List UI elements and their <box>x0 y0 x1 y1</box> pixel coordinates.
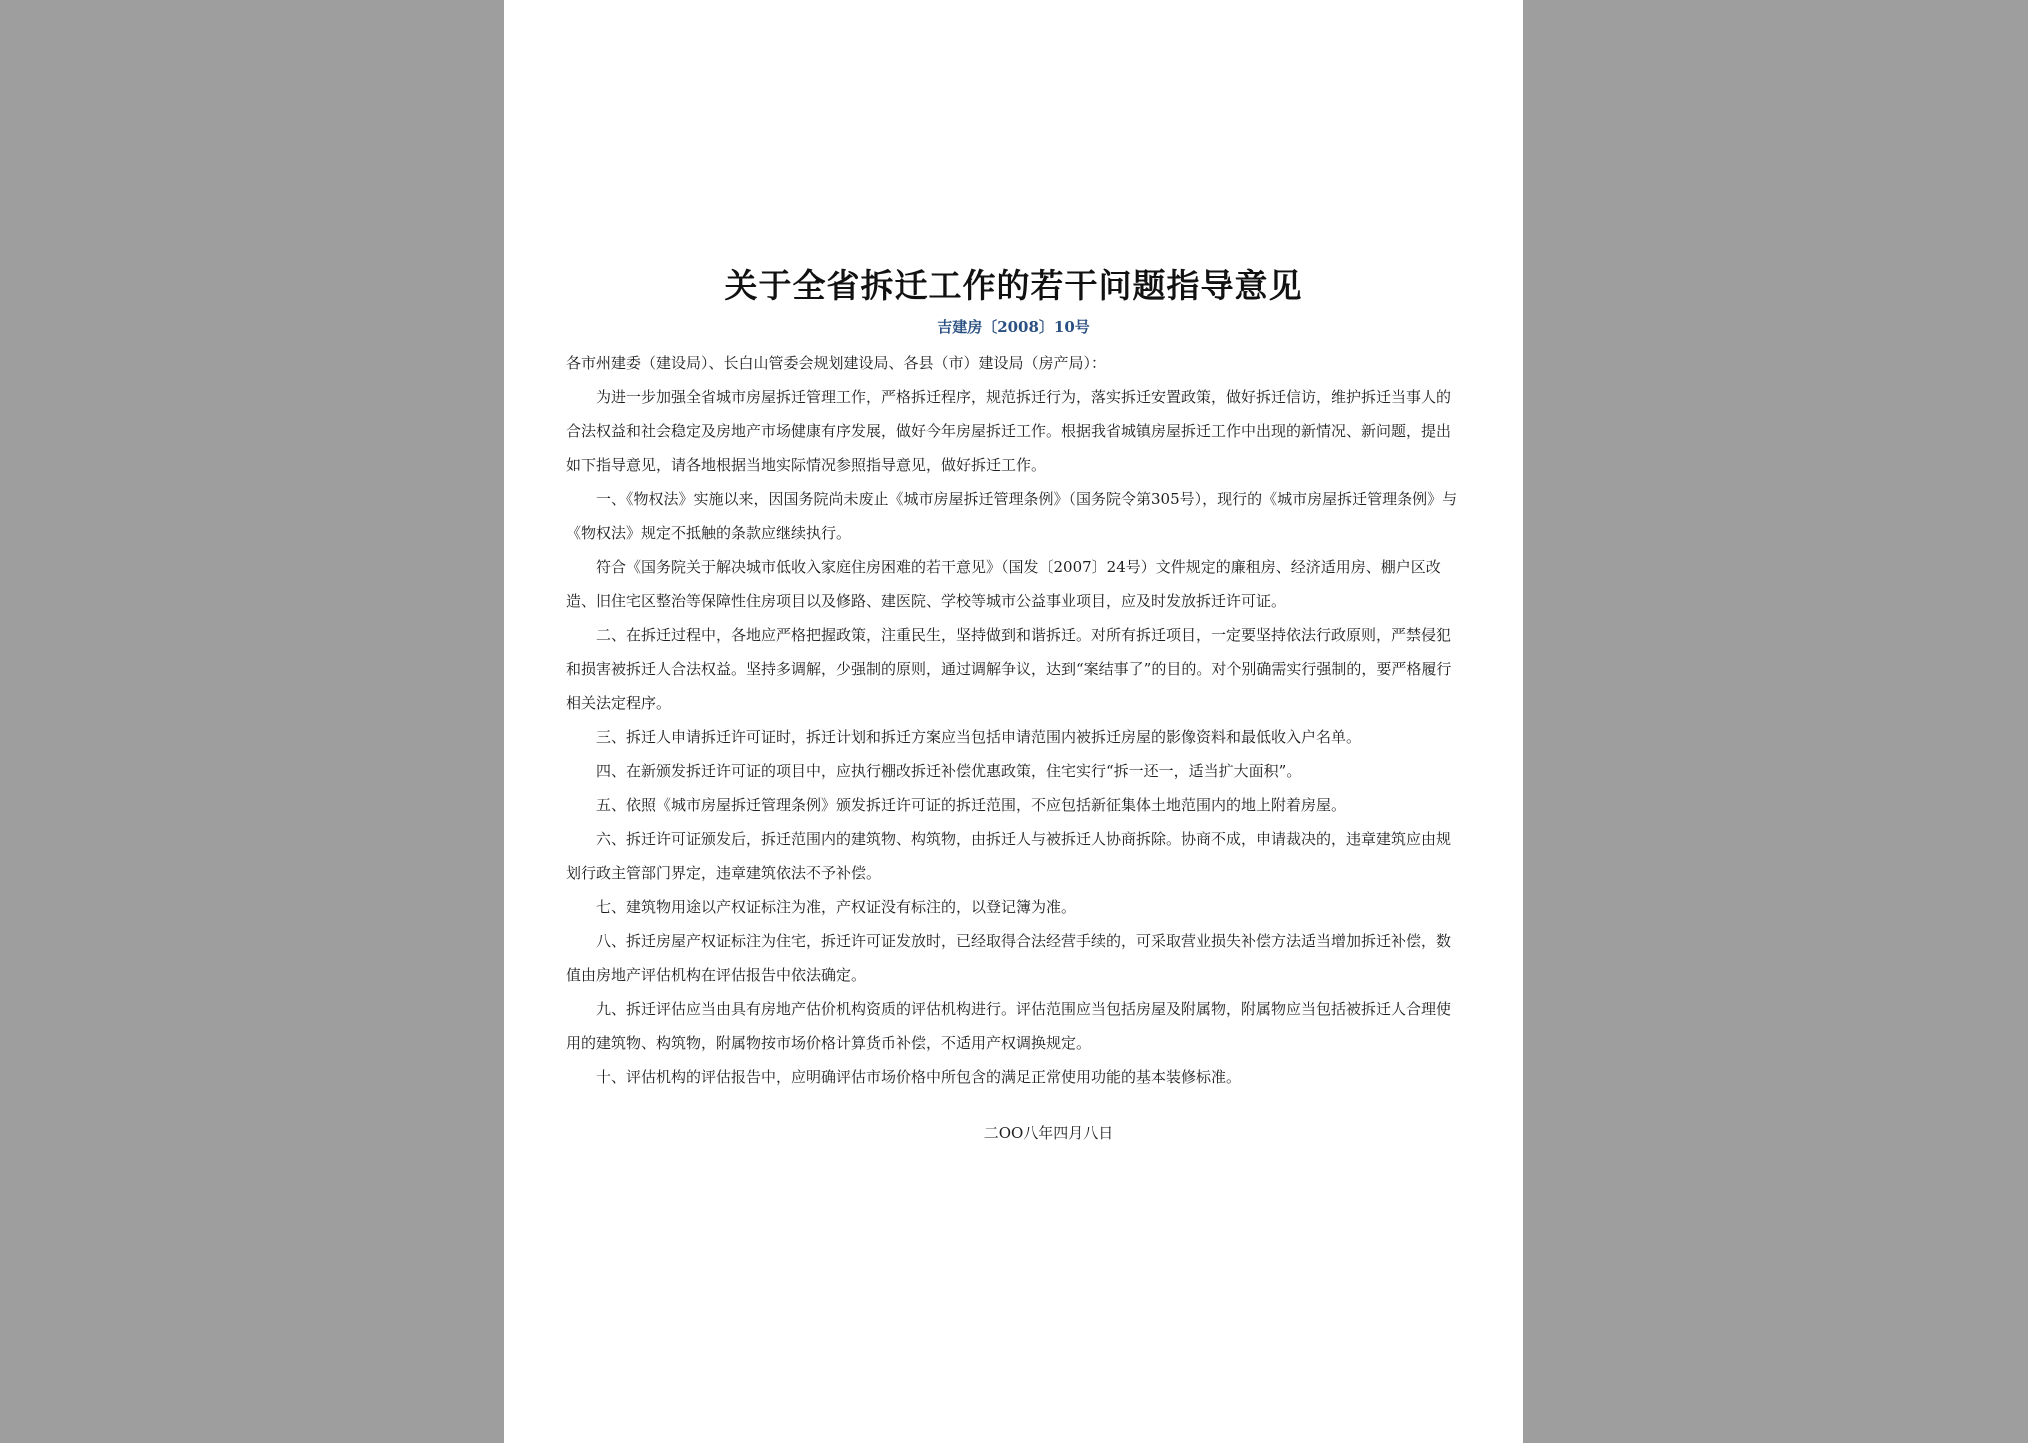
document-date: 二OO八年四月八日 <box>983 1124 1114 1142</box>
document-body <box>566 346 1461 1094</box>
document-page <box>504 0 1523 1443</box>
salutation: 各市州建委（建设局）、长白山管委会规划建设局、各县（市）建设局（房产局）： <box>566 354 1107 372</box>
paragraph-item-6: 六、拆迁许可证颁发后，拆迁范围内的建筑物、构筑物，由拆迁人与被拆迁人协商拆除。协商不成，申请裁决的，违章建筑应由规划行政主管部门界定，违章建筑依法不予补偿。 <box>566 830 1452 882</box>
paragraph-item-3: 三、拆迁人申请拆迁许可证时，拆迁计划和拆迁方案应当包括申请范围内被拆迁房屋的影像资料和最低收入户名单。 <box>596 728 1362 746</box>
document-title: 关于全省拆迁工作的若干问题指导意见 <box>724 266 1303 305</box>
paragraph-item-10: 十、评估机构的评估报告中，应明确评估市场价格中所包含的满足正常使用功能的基本装修标准。 <box>596 1068 1242 1086</box>
paragraph-item-1-supplement: 符合《国务院关于解决城市低收入家庭住房困难的若干意见》（国发〔2007〕24号）文件规定的廉租房、经济适用房、棚户区改造、旧住宅区整治等保障性住房项目以及修路、建医院、学校等城市公益事业项目，应及时发放拆迁许可证。 <box>566 558 1441 610</box>
document-content <box>566 258 1461 1148</box>
paragraph-item-9: 九、拆迁评估应当由具有房地产估价机构资质的评估机构进行。评估范围应当包括房屋及附属物，附属物应当包括被拆迁人合理使用的建筑物、构筑物，附属物按市场价格计算货币补偿，不适用产权调换规定。 <box>566 1000 1452 1052</box>
paragraph-item-4: 四、在新颁发拆迁许可证的项目中，应执行棚改拆迁补偿优惠政策，住宅实行“拆一还一，适当扩大面积”。 <box>596 762 1302 780</box>
paragraph-item-2: 二、在拆迁过程中，各地应严格把握政策，注重民生，坚持做到和谐拆迁。对所有拆迁项目，一定要坚持依法行政原则，严禁侵犯和损害被拆迁人合法权益。坚持多调解，少强制的原则，通过调解争议，达到“案结事了”的目的。对个别确需实行强制的，要严格履行相关法定程序。 <box>566 626 1452 712</box>
paragraph-item-5: 五、依照《城市房屋拆迁管理条例》颁发拆迁许可证的拆迁范围，不应包括新征集体土地范围内的地上附着房屋。 <box>596 796 1347 814</box>
document-number: 吉建房〔2008〕10号 <box>937 318 1090 336</box>
paragraph-intro: 为进一步加强全省城市房屋拆迁管理工作，严格拆迁程序，规范拆迁行为，落实拆迁安置政策，做好拆迁信访，维护拆迁当事人的合法权益和社会稳定及房地产市场健康有序发展，做好今年房屋拆迁工作。根据我省城镇房屋拆迁工作中出现的新情况、新问题，提出如下指导意见，请各地根据当地实际情况参照指导意见，做好拆迁工作。 <box>566 388 1452 474</box>
paragraph-item-1: 一、《物权法》实施以来，因国务院尚未废止《城市房屋拆迁管理条例》（国务院令第305号），现行的《城市房屋拆迁管理条例》与《物权法》规定不抵触的条款应继续执行。 <box>566 490 1458 542</box>
paragraph-item-7: 七、建筑物用途以产权证标注为准，产权证没有标注的，以登记簿为准。 <box>596 898 1077 916</box>
paragraph-item-8: 八、拆迁房屋产权证标注为住宅，拆迁许可证发放时，已经取得合法经营手续的，可采取营业损失补偿方法适当增加拆迁补偿，数值由房地产评估机构在评估报告中依法确定。 <box>566 932 1452 984</box>
